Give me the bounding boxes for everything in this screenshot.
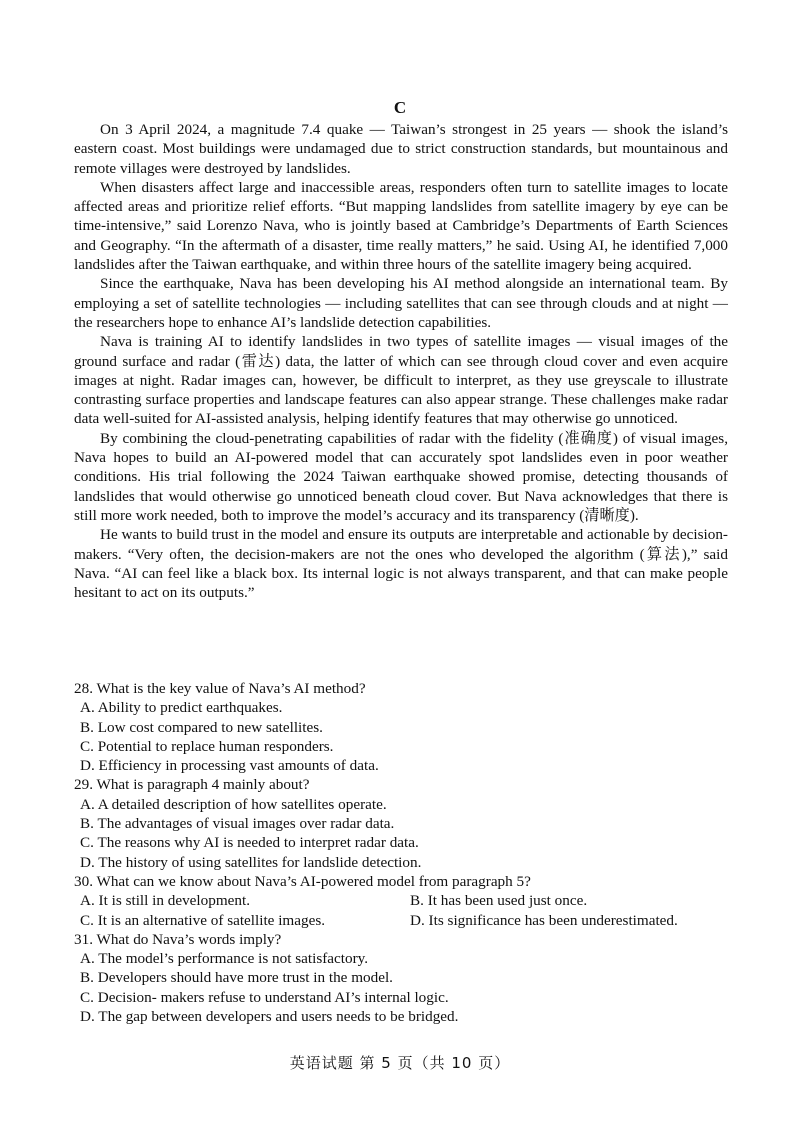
passage-paragraph-3: Since the earthquake, Nava has been developing his AI method alongside an international team. By employing a set of satellite technologies — including satellites that can see through clouds and at night — the researchers hope to enhance AI’s landslide detection capabilities. <box>74 275 728 331</box>
question-stem: 29. What is paragraph 4 mainly about? <box>74 776 310 794</box>
section-heading: C <box>393 98 407 117</box>
passage-paragraph-2: When disasters affect large and inaccessible areas, responders often turn to satellite images to locate affected areas and prioritize relief efforts. “But mapping landslides from satellite imagery by eye can be time-intensive,” said Lorenzo Nava, who is jointly based at Cambridge’s Departments of Earth Sciences and Geography. “In the aftermath of a disaster, time really matters,” he said. Using AI, he identified 7,000 landslides after the Taiwan earthquake, and within three hours of the satellite imagery being acquired. <box>74 178 728 274</box>
option-b: B. Low cost compared to new satellites. <box>80 718 323 736</box>
question-28 <box>74 679 728 775</box>
passage-paragraph-6: He wants to build trust in the model and ensure its outputs are interpretable and actionable by decision-makers. “Very often, the decision-makers are not the ones who developed the algorithm (算法),” said Nava. “AI can feel like a black box. Its internal logic is not always transparent, and that can make people hesitant to act on its outputs.” <box>74 526 728 602</box>
option-row <box>74 911 728 930</box>
option-d: D. Its significance has been underestimated. <box>410 911 678 929</box>
option-c: C. It is an alternative of satellite images. <box>80 911 326 929</box>
option-a: A. It is still in development. <box>80 892 250 910</box>
option-a: A. Ability to predict earthquakes. <box>80 699 283 717</box>
passage-paragraph-1: On 3 April 2024, a magnitude 7.4 quake — Taiwan’s strongest in 25 years — shook the island’s eastern coast. Most buildings were undamaged due to strict construction standards, but mountainous and remote villages were destroyed by landslides. <box>74 121 728 177</box>
question-stem: 31. What do Nava’s words imply? <box>74 930 282 948</box>
option-b: B. It has been used just once. <box>410 892 588 910</box>
option-a: A. The model’s performance is not satisfactory. <box>80 950 369 968</box>
passage-paragraph-4: Nava is training AI to identify landslides in two types of satellite images — visual images of the ground surface and radar (雷达) data, the latter of which can see through cloud cover and even acquire images at night. Radar images can, however, be difficult to interpret, as they use greyscale to illustrate contrasting surface properties and landscape features can also appear strange. These challenges make radar data well-suited for AI-assisted analysis, helping identify features that may otherwise go unnoticed. <box>74 333 728 428</box>
question-29 <box>74 775 728 871</box>
option-row <box>74 891 728 910</box>
option-d: D. Efficiency in processing vast amounts of data. <box>80 757 379 775</box>
option-d: D. The gap between developers and users needs to be bridged. <box>80 1008 459 1026</box>
question-31 <box>74 930 728 1026</box>
question-stem: 30. What can we know about Nava’s AI-powered model from paragraph 5? <box>74 872 531 890</box>
option-c: C. The reasons why AI is needed to interpret radar data. <box>80 834 419 852</box>
question-30 <box>74 872 728 930</box>
passage-paragraph-5: By combining the cloud-penetrating capabilities of radar with the fidelity (准确度) of visual images, Nava hopes to build an AI-powered model that can accurately spot landslides even in poor weather conditions. His trial following the 2024 Taiwan earthquake showed promise, detecting thousands of landslides that would otherwise go unnoticed beneath cloud cover. But Nava acknowledges that there is still more work needed, both to improve the model’s accuracy and its transparency (清晰度). <box>74 429 728 524</box>
option-c: C. Potential to replace human responders. <box>80 737 334 755</box>
page-footer: 英语试题 第 5 页（共 10 页） <box>289 1054 511 1072</box>
question-list <box>74 679 728 1026</box>
option-c: C. Decision- makers refuse to understand AI’s internal logic. <box>80 988 449 1006</box>
question-stem: 28. What is the key value of Nava’s AI method? <box>74 680 366 697</box>
option-b: B. The advantages of visual images over radar data. <box>80 815 395 833</box>
option-a: A. A detailed description of how satellites operate. <box>80 795 387 813</box>
option-d: D. The history of using satellites for landslide detection. <box>80 853 422 871</box>
option-b: B. Developers should have more trust in the model. <box>80 969 393 987</box>
reading-passage <box>74 120 728 602</box>
